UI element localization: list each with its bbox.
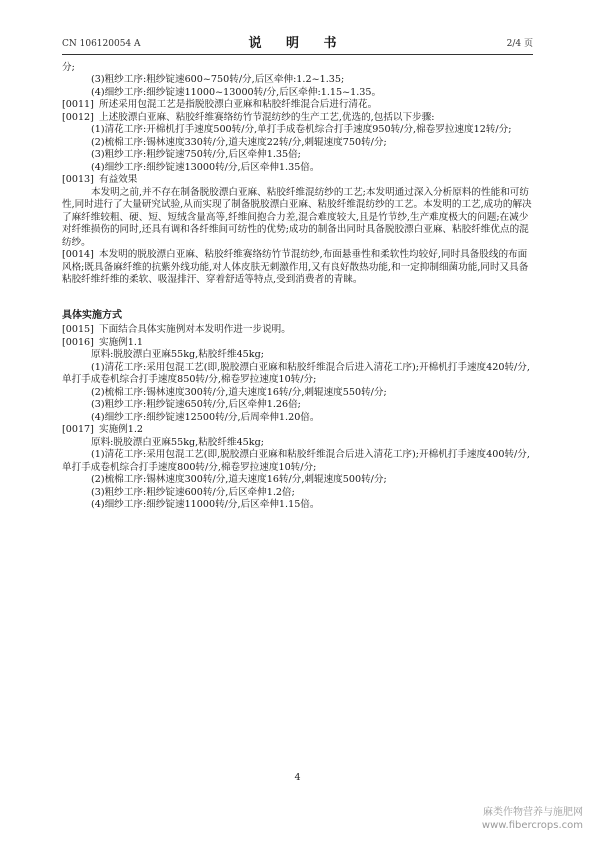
page-header bbox=[62, 36, 533, 55]
paragraph-text: 下面结合具体实施例对本发明作进一步说明。 bbox=[99, 324, 291, 336]
paragraph-group-2 bbox=[62, 324, 533, 511]
paragraph-text: (3)粗纱工序:粗纱锭速600~750转/分,后区牵伸:1.2~1.35; bbox=[91, 74, 345, 86]
page-indicator: 2/4 页 bbox=[506, 39, 533, 49]
page-number: 4 bbox=[294, 772, 301, 783]
paragraph bbox=[62, 437, 533, 449]
paragraph-text: (3)粗纱工序:粗纱锭速650转/分,后区牵伸1.26倍; bbox=[91, 399, 301, 411]
paragraph-tag: [0017] bbox=[62, 424, 94, 436]
paragraph-text: (4)细纱工序:细纱锭速11000~13000转/分,后区牵伸:1.15~1.35。 bbox=[91, 86, 382, 98]
paragraph-text: 有益效果 bbox=[99, 174, 138, 186]
paragraph-text: 上述胶漂白亚麻、粘胶纤维赛络纺竹节混纺纱的生产工艺,优选的,包括以下步骤: bbox=[99, 111, 435, 123]
paragraph-text: 实施例1.1 bbox=[99, 336, 144, 348]
paragraph-text: 原料:脱胶漂白亚麻55kg,粘胶纤维45kg; bbox=[91, 349, 264, 361]
paragraph bbox=[62, 249, 533, 286]
paragraph-tag: [0016] bbox=[62, 336, 94, 348]
paragraph-tag: [0012] bbox=[62, 111, 94, 123]
paragraph-tag: [0013] bbox=[62, 174, 94, 186]
paragraph bbox=[62, 487, 533, 499]
paragraph bbox=[62, 499, 533, 511]
paragraph bbox=[62, 99, 533, 111]
paragraph-text: (1)清花工序:采用包混工艺(即,脱胶漂白亚麻和粘胶纤维混合后进入清花工序);开棉机打手速度400转/分,单打手成卷机综合打手速度800转/分,棉卷罗拉速度10转/分; bbox=[62, 449, 530, 473]
paragraph bbox=[62, 112, 533, 124]
paragraph-text: (4)细纱工序:细纱锭速11000转/分,后区牵伸1.15倍。 bbox=[91, 499, 320, 510]
section-title: 具体实施方式 bbox=[62, 310, 122, 322]
paragraph bbox=[62, 349, 533, 361]
paragraph bbox=[62, 337, 533, 349]
paragraph-text: (2)梳棉工序:锡林速度330转/分,道夫速度22转/分,刺辊速度750转/分; bbox=[91, 136, 387, 148]
paragraph-tag: [0015] bbox=[62, 324, 94, 336]
paragraph bbox=[62, 399, 533, 411]
paragraph-text: 所述采用包混工艺是指脱胶漂白亚麻和粘胶纤维混合后进行清花。 bbox=[99, 99, 378, 111]
paragraph bbox=[62, 424, 533, 436]
paragraph bbox=[62, 87, 533, 99]
spacer bbox=[62, 286, 533, 297]
paragraph-text: (1)清花工序:开棉机打手速度500转/分,单打手成卷机综合打手速度950转/分,棉卷罗拉速度12转/分; bbox=[91, 124, 512, 136]
paragraph-text: 实施例1.2 bbox=[99, 424, 144, 436]
paragraph bbox=[62, 74, 533, 86]
paragraph-text: 分; bbox=[62, 62, 75, 73]
paragraph bbox=[62, 449, 533, 474]
paragraph bbox=[62, 362, 533, 387]
publication-number: CN 106120054 A bbox=[62, 39, 141, 49]
paragraph-text: (3)粗纱工序:粗纱锭速600转/分,后区牵伸1.2倍; bbox=[91, 486, 295, 498]
paragraph-text: 原料:脱胶漂白亚麻55kg,粘胶纤维45kg; bbox=[91, 436, 264, 448]
document-title: 说 明 书 bbox=[248, 36, 347, 51]
paragraph-text: (2)梳棉工序:锡林速度300转/分,道夫速度16转/分,刺辊速度500转/分; bbox=[91, 474, 387, 486]
paragraph bbox=[62, 474, 533, 486]
paragraph-text: (3)粗纱工序:粗纱锭速750转/分,后区牵伸1.35倍; bbox=[91, 149, 301, 161]
paragraph bbox=[62, 387, 533, 399]
paragraph bbox=[62, 162, 533, 174]
paragraph bbox=[62, 137, 533, 149]
paragraph-text: 本发明的脱胶漂白亚麻、粘胶纤维赛络纺竹节混纺纱,布面悬垂性和柔软性均较好,同时具备股线的布面风格;既具备麻纤维的抗紫外线功能,对人体皮肤无刺激作用,又有良好散热功能,和一定抑制细菌功能,同时又具备粘胶纤维纤维的柔软、吸湿排汗、穿着舒适等特点,受到消费者的青睐。 bbox=[62, 249, 529, 285]
paragraph bbox=[62, 412, 533, 424]
paragraph bbox=[62, 174, 533, 186]
paragraph-text: 本发明之前,并不存在制备脱胶漂白亚麻、粘胶纤维混纺纱的工艺;本发明通过深入分析原料的性能和可纺性,同时进行了大量研究试验,从而实现了制备脱胶漂白亚麻、粘胶纤维混纺纱的工艺。本发明的工艺,成功的解决了麻纤维较粗、硬、短、短绒含量高等,纤维间抱合力差,混合难度较大,且是竹节纱,生产难度极大的问题;在减少对纤维损伤的同时,还具有调和各纤维间可纺性的优势;成功的制备出同时具备脱胶漂白亚麻、粘胶纤维优点的混纺纱。 bbox=[62, 186, 532, 248]
paragraph bbox=[62, 62, 533, 74]
paragraph-text: (1)清花工序:采用包混工艺(即,脱胶漂白亚麻和粘胶纤维混合后进入清花工序);开棉机打手速度420转/分,单打手成卷机综合打手速度850转/分,棉卷罗拉速度10转/分; bbox=[62, 361, 530, 386]
paragraph bbox=[62, 187, 533, 249]
paragraph-text: (2)梳棉工序:锡林速度300转/分,道夫速度16转/分,刺辊速度550转/分; bbox=[91, 386, 387, 398]
paragraph-text: (4)细纱工序:细纱锭速13000转/分,后区牵伸1.35倍。 bbox=[91, 161, 320, 173]
paragraph-group-1 bbox=[62, 62, 533, 286]
watermark bbox=[482, 806, 583, 832]
paragraph bbox=[62, 324, 533, 336]
paragraph-tag: [0014] bbox=[62, 249, 94, 261]
paragraph-tag: [0011] bbox=[62, 99, 94, 111]
watermark-line-2: www.fibercrops.com bbox=[481, 820, 583, 831]
paragraph bbox=[62, 124, 533, 136]
paragraph-text: (4)细纱工序:细纱锭速12500转/分,后周牵伸1.20倍。 bbox=[91, 411, 320, 423]
document-body bbox=[62, 62, 533, 511]
watermark-line-1: 麻类作物营养与施肥网 bbox=[483, 807, 583, 818]
paragraph bbox=[62, 149, 533, 161]
